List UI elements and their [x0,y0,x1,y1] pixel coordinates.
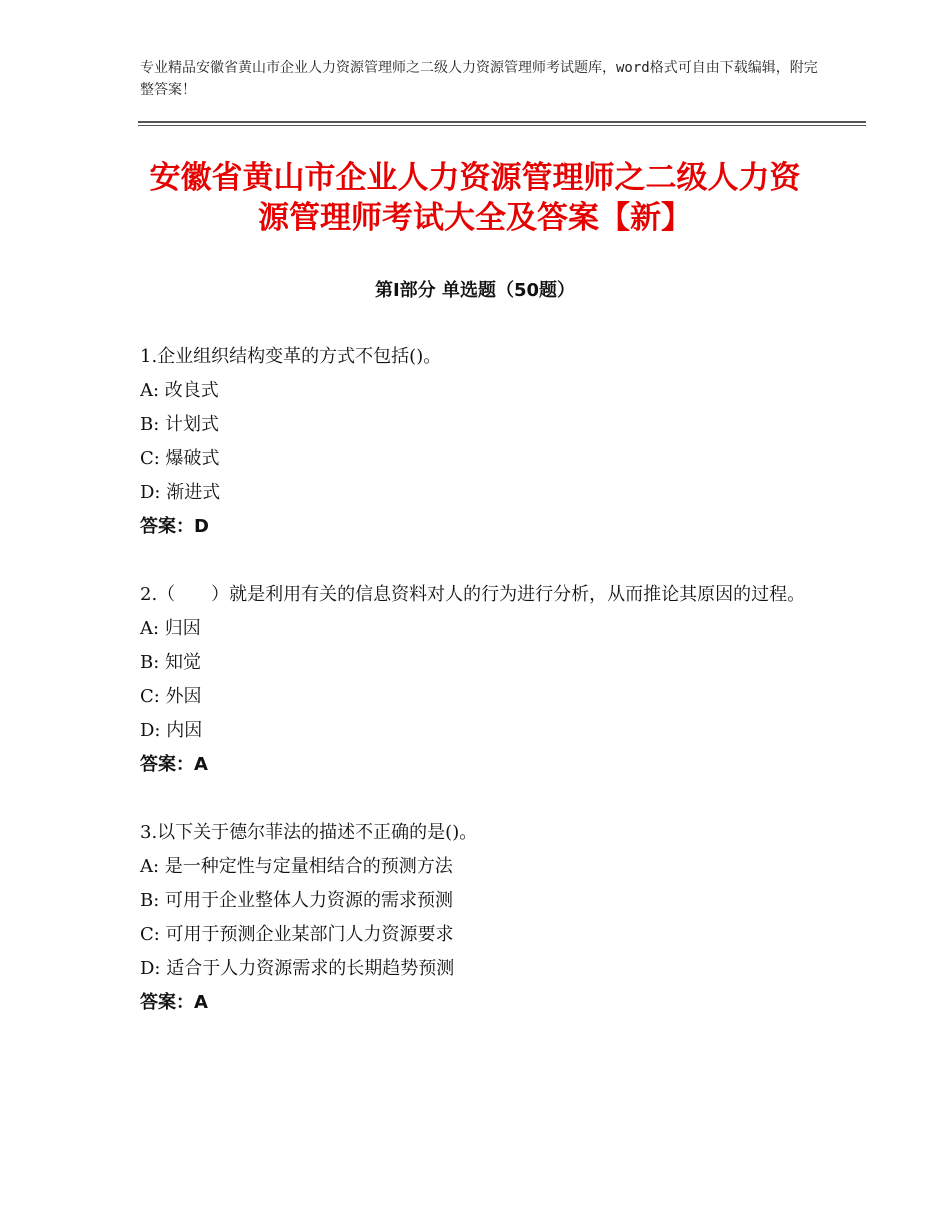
option-a: A: 归因 [140,618,201,639]
header-note: 专业精品安徽省黄山市企业人力资源管理师之二级人力资源管理师考试题库，word格式可自由下载编辑，附完整答案！ [140,60,818,98]
question-list [140,340,810,1054]
option-d: D: 内因 [140,720,203,741]
option-c: C: 爆破式 [140,448,220,469]
option-d: D: 适合于人力资源需求的长期趋势预测 [140,958,455,979]
option-c: C: 可用于预测企业某部门人力资源要求 [140,924,454,945]
section-title: 第Ⅰ部分 单选题（50题） [374,280,575,301]
header-divider-thin [138,125,866,126]
question-stem: 1.企业组织结构变革的方式不包括()。 [140,346,442,367]
answer: 答案：A [140,992,208,1013]
question-stem: 3.以下关于德尔菲法的描述不正确的是()。 [140,822,478,843]
option-a: A: 是一种定性与定量相结合的预测方法 [140,856,453,877]
document-title: 安徽省黄山市企业人力资源管理师之二级人力资源管理师考试大全及答案【新】 [149,160,801,236]
question-1 [140,340,810,544]
option-c: C: 外因 [140,686,202,707]
question-stem: 2.（ ）就是利用有关的信息资料对人的行为进行分析，从而推论其原因的过程。 [140,584,806,605]
question-3 [140,816,810,1020]
option-b: B: 知觉 [140,652,202,673]
option-b: B: 计划式 [140,414,220,435]
question-2 [140,578,810,782]
answer: 答案：D [140,516,209,537]
answer: 答案：A [140,754,208,775]
header-divider-thick [138,121,866,123]
option-b: B: 可用于企业整体人力资源的需求预测 [140,890,454,911]
option-d: D: 渐进式 [140,482,221,503]
option-a: A: 改良式 [140,380,219,401]
